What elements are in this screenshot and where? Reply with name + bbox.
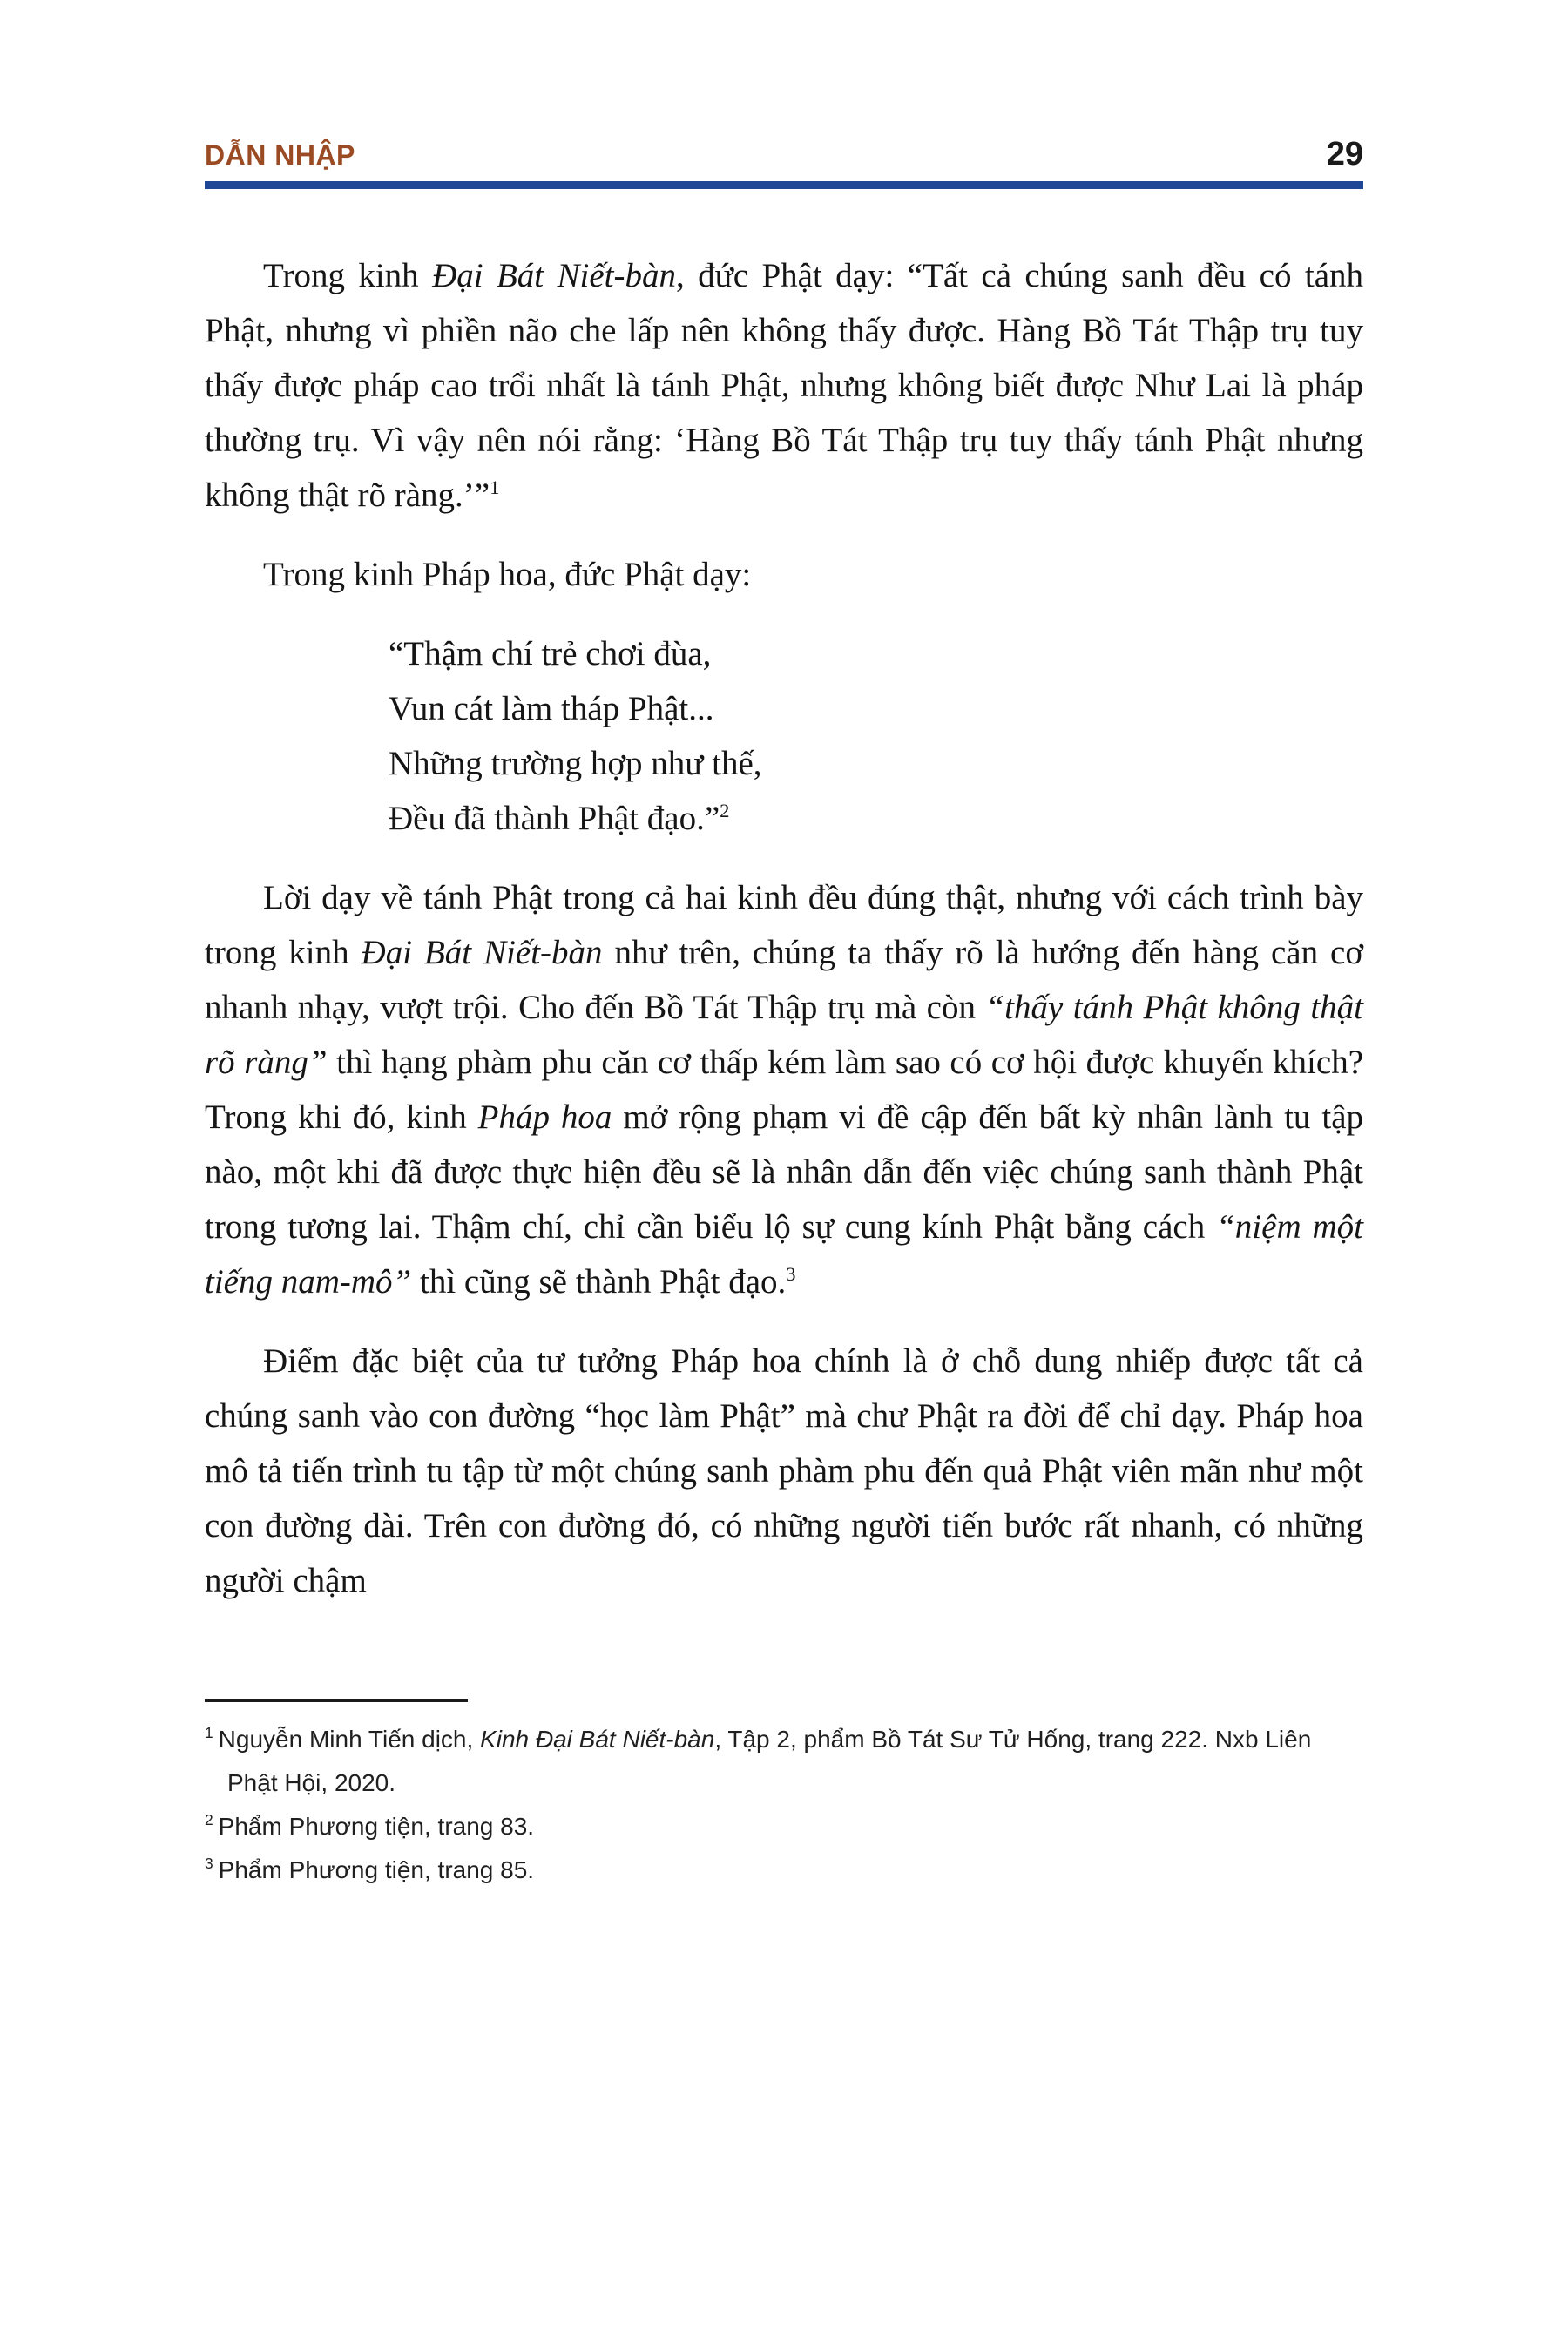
- text-run: Trong kinh: [263, 257, 433, 294]
- footnote-item: [205, 1805, 1363, 1848]
- body-text: [205, 248, 1363, 1608]
- emphasized-text-run: Đại Bát Niết-bàn: [361, 934, 603, 971]
- text-run: Nguyễn Minh Tiến dịch,: [218, 1726, 481, 1753]
- text-run: Vun cát làm tháp Phật...: [389, 690, 714, 727]
- verse-line: [389, 626, 1363, 681]
- verse-line: [389, 791, 1363, 846]
- emphasized-text-run: “thấy tánh Phật không thật rõ ràng”: [205, 989, 1363, 1081]
- body-paragraph: [205, 248, 1363, 523]
- body-paragraph: [205, 1334, 1363, 1608]
- header-rule: [205, 181, 1363, 189]
- running-header: [205, 138, 1363, 171]
- footnote-separator: [205, 1699, 468, 1702]
- body-paragraph: [205, 870, 1363, 1309]
- text-run: thì hạng phàm phu căn cơ thấp kém làm sao có cơ hội được khuyến khích? Trong khi đó, kinh: [205, 1044, 1364, 1136]
- section-title: DẪN NHẬP: [205, 139, 355, 171]
- text-run: , Tập 2, phẩm Bồ Tát Sư Tử Hống, trang 222. Nxb Liên Phật Hội, 2020.: [227, 1726, 1312, 1796]
- text-run: Lời dạy về tánh Phật trong cả hai kinh đều đúng thật, nhưng với cách trình bày trong kinh: [205, 879, 1363, 971]
- footnote-marker: 3: [205, 1855, 213, 1872]
- text-run: Phẩm Phương tiện, trang 83.: [218, 1813, 535, 1840]
- text-run: Phẩm Phương tiện, trang 85.: [218, 1856, 535, 1883]
- verse-line: [389, 681, 1363, 736]
- text-run: Điểm đặc biệt của tư tưởng Pháp hoa chính là ở chỗ dung nhiếp được tất cả chúng sanh vào con đường “học làm Phật” mà chư Phật ra đời để chỉ dạy. Pháp hoa mô tả tiến trình tu tập từ một chúng sanh phàm phu đến quả Phật viên mãn như một con đường dài. Trên con đường đó, có những người tiến bước rất nhanh, có những người chậm: [205, 1342, 1363, 1599]
- text-run: “Thậm chí trẻ chơi đùa,: [389, 635, 712, 672]
- emphasized-text-run: Pháp hoa: [477, 1098, 612, 1136]
- footnotes: [205, 1718, 1363, 1892]
- page-number: 29: [1326, 136, 1363, 172]
- emphasized-text-run: Kinh Đại Bát Niết-bàn: [480, 1726, 715, 1753]
- verse-line: [389, 736, 1363, 791]
- text-run: thì cũng sẽ thành Phật đạo.: [411, 1263, 787, 1301]
- text-run: , đức Phật dạy: “Tất cả chúng sanh đều có tánh Phật, nhưng vì phiền não che lấp nên không thấy được. Hàng Bồ Tát Thập trụ tuy thấy được pháp cao trổi nhất là tánh Phật, nhưng không biết được Như Lai là pháp thường trụ. Vì vậy nên nói rằng: ‘Hàng Bồ Tát Thập trụ tuy thấy tánh Phật nhưng không thật rõ ràng.’”: [205, 257, 1364, 514]
- footnote-reference: 1: [490, 476, 500, 498]
- footnote-item: [205, 1848, 1363, 1892]
- body-paragraph: [205, 547, 1363, 602]
- footnote-item: [205, 1718, 1363, 1805]
- footnote-marker: 1: [205, 1724, 213, 1741]
- footnote-reference: 2: [720, 800, 730, 821]
- emphasized-text-run: Đại Bát Niết-bàn: [432, 257, 676, 294]
- text-run: Những trường hợp như thế,: [389, 745, 762, 782]
- text-run: Trong kinh Pháp hoa, đức Phật dạy:: [263, 556, 752, 593]
- verse-block: [205, 626, 1363, 846]
- text-run: mở rộng phạm vi đề cập đến bất kỳ nhân lành tu tập nào, một khi đã được thực hiện đều sẽ là nhân dẫn đến việc chúng sanh thành Phật trong tương lai. Thậm chí, chỉ cần biểu lộ sự cung kính Phật bằng cách: [205, 1098, 1363, 1246]
- emphasized-text-run: “niệm một tiếng nam-mô”: [205, 1208, 1364, 1301]
- footnote-marker: 2: [205, 1811, 213, 1828]
- text-run: như trên, chúng ta thấy rõ là hướng đến hàng căn cơ nhanh nhạy, vượt trội. Cho đến Bồ Tát Thập trụ mà còn: [205, 934, 1363, 1026]
- text-run: Đều đã thành Phật đạo.”: [389, 800, 720, 837]
- footnote-reference: 3: [786, 1263, 796, 1285]
